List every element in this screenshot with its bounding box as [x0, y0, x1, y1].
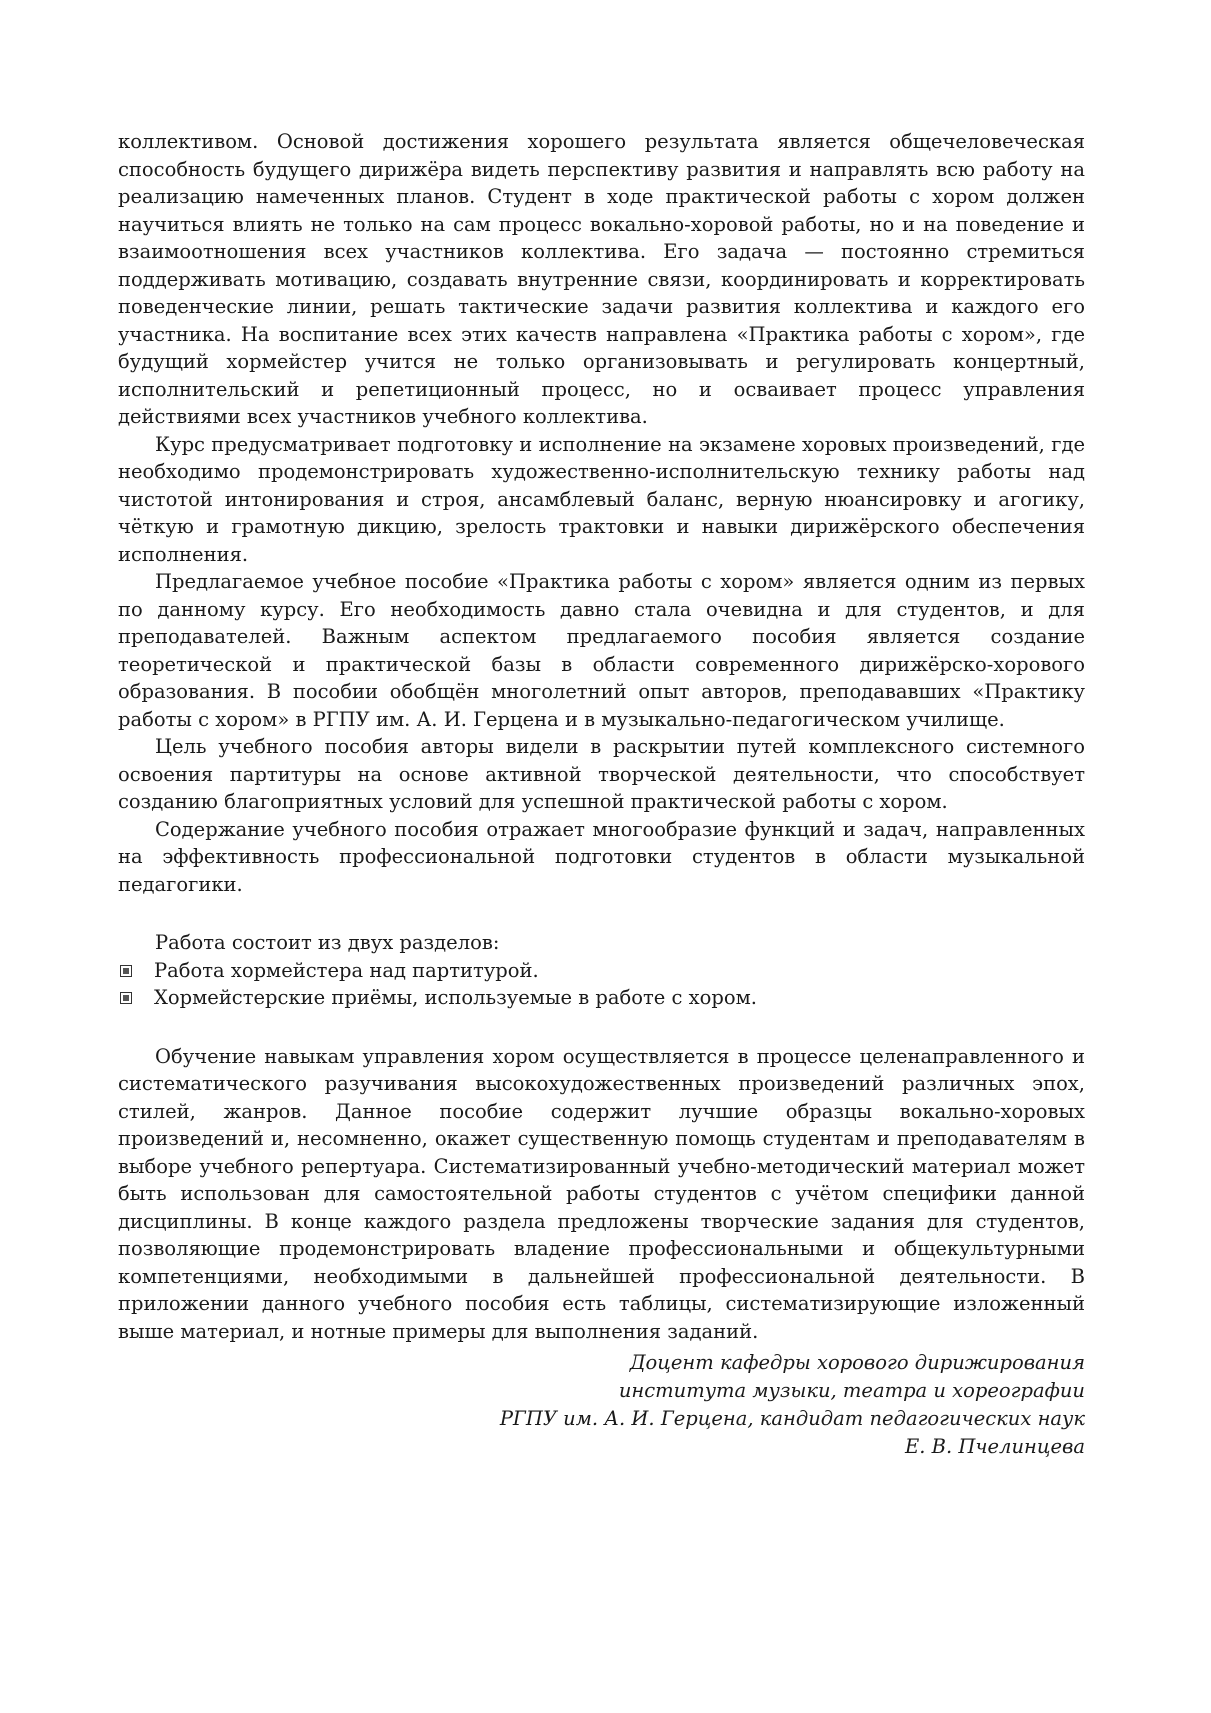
sections-list [118, 957, 1085, 1012]
square-bullet-icon [120, 965, 132, 977]
paragraph-1: коллективом. Основой достижения хорошего результата является общечеловеческая способность будущего дирижёра видеть перспективу развития и направлять всю работу на реализацию намеченных планов. Студент в ходе практической работы с хором должен научиться влиять не только на сам процесс вокально-хоровой работы, но и на поведение и взаимоотношения всех участников коллектива. Его задача — постоянно стремиться поддерживать мотивацию, создавать внутренние связи, координировать и корректировать поведенческие линии, решать тактические задачи развития коллектива и каждого его участника. На воспитание всех этих качеств направлена «Практика работы с хором», где будущий хормейстер учится не только организовывать и регулировать концертный, исполнительский и репетиционный процесс, но и осваивает процесс управления действиями всех участников учебного коллектива. [118, 130, 1085, 428]
square-bullet-icon [120, 992, 132, 1004]
list-item-text: Хормейстерские приёмы, используемые в работе с хором. [154, 986, 757, 1009]
list-item-text: Работа хормейстера над партитурой. [154, 958, 539, 982]
signature-line-position: Доцент кафедры хорового дирижирования [629, 1351, 1085, 1374]
paragraph-bottom: Обучение навыкам управления хором осуществляется в процессе целенаправленного и систематического разучивания высокохудожественных произведений различных эпох, стилей, жанров. Данное пособие содержит лучшие образцы вокально-хоровых произведений и, несомненно, окажет существенную помощь студентам и преподавателям в выборе учебного репертуара. Систематизированный учебно-методический материал может быть использован для самостоятельной работы студентов с учётом специфики данной дисциплины. В конце каждого раздела предложены творческие задания для студентов, позволяющие продемонстрировать владение профессиональными и общекультурными компетенциями, необходимыми в дальнейшей профессиональной деятельности. В приложении данного учебного пособия есть таблицы, систематизирующие изложенный выше материал, и нотные примеры для выполнения заданий. [118, 1044, 1085, 1343]
signature-block [118, 1349, 1085, 1461]
paragraph-5: Содержание учебного пособия отражает многообразие функций и задач, направленных на эффективность профессиональной подготовки студентов в области музыкальной педагогики. [118, 817, 1085, 896]
signature-line-degree: РГПУ им. А. И. Герцена, кандидат педагогических наук [499, 1407, 1085, 1430]
paragraph-4: Цель учебного пособия авторы видели в раскрытии путей комплексного системного освоения партитуры на основе активной творческой деятельности, что способствует созданию благоприятных условий для успешной практической работы с хором. [118, 735, 1085, 813]
paragraph-2: Курс предусматривает подготовку и исполнение на экзамене хоровых произведений, где необходимо продемонстрировать художественно-исполнительскую технику работы над чистотой интонирования и строя, ансамблевый баланс, верную нюансировку и агогику, чёткую и грамотную дикцию, зрелость трактовки и навыки дирижёрского обеспечения исполнения. [118, 432, 1085, 566]
paragraph-3: Предлагаемое учебное пособие «Практика работы с хором» является одним из первых по данному курсу. Его необходимость давно стала очевидна и для студентов, и для преподавателей. Важным аспектом предлагаемого пособия является создание теоретической и практической базы в области современного дирижёрско-хорового образования. В пособии обобщён многолетний опыт авторов, преподававших «Практику работы с хором» в РГПУ им. А. И. Герцена и в музыкально-педагогическом училище. [118, 570, 1085, 731]
signature-author-name: Е. В. Пчелинцева [905, 1435, 1085, 1458]
sections-intro: Работа состоит из двух разделов: [155, 931, 500, 954]
list-item [118, 957, 1085, 985]
list-item [118, 984, 1085, 1012]
signature-line-institute: института музыки, театра и хореографии [618, 1379, 1085, 1402]
